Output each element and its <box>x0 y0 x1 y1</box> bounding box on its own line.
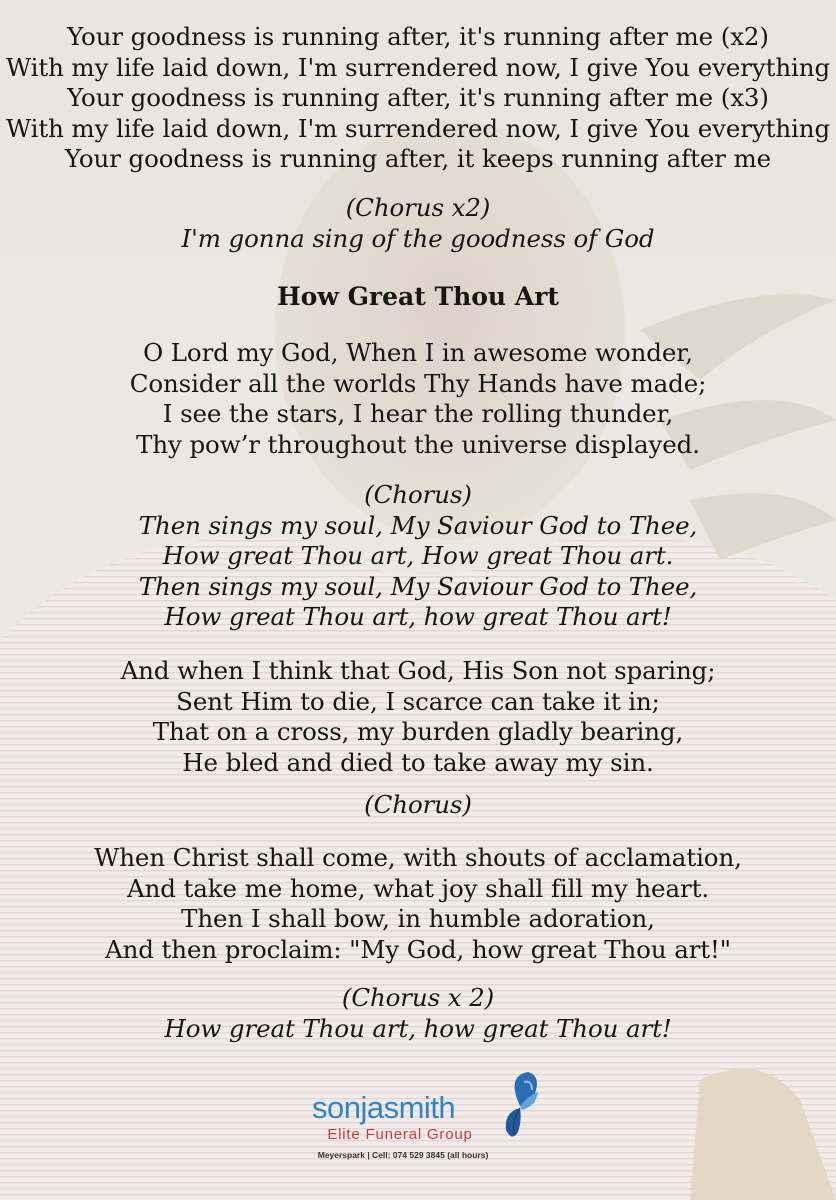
tagline: Elite Funeral Group <box>327 1126 473 1143</box>
hymn-title <box>0 282 836 312</box>
lyric-line: With my life laid down, I'm surrendered now, I give You everything <box>5 52 831 82</box>
lyric-line: Sent Him to die, I scarce can take it in; <box>176 686 660 716</box>
funeral-group-logo <box>300 1068 560 1168</box>
lyric-line: When Christ shall come, with shouts of acclamation, <box>94 843 742 872</box>
chorus-block-2 <box>0 983 836 1044</box>
contact-info: Meyerspark | Cell: 074 529 3845 (all hours) <box>317 1150 489 1160</box>
verse-2 <box>0 656 836 778</box>
lyric-line: Consider all the worlds Thy Hands have made; <box>129 368 707 398</box>
lyric-line: Thy pow’r throughout the universe displayed. <box>136 429 700 459</box>
chorus-label: (Chorus) <box>364 480 472 509</box>
closing-line: I'm gonna sing of the goodness of God <box>181 223 655 253</box>
lyric-line: Your goodness is running after, it's running after me (x3) <box>67 83 769 112</box>
verse-3 <box>0 843 836 965</box>
chorus-label: (Chorus) <box>364 790 472 819</box>
chorus-line: Then sings my soul, My Saviour God to Thee, <box>138 510 698 540</box>
chorus-note: (Chorus x2) <box>345 193 491 222</box>
lyric-line: And then proclaim: "My God, how great Thou art!" <box>105 934 731 964</box>
lyric-line: Then I shall bow, in humble adoration, <box>181 904 655 933</box>
butterfly-icon <box>498 1070 542 1144</box>
chorus-line: How great Thou art, how great Thou art! <box>164 602 672 631</box>
lyric-line: And when I think that God, His Son not sparing; <box>120 656 716 685</box>
lyric-line: And take me home, what joy shall fill my heart. <box>126 873 710 903</box>
lyric-line: That on a cross, my burden gladly bearing, <box>152 717 684 746</box>
lyric-line: I see the stars, I hear the rolling thunder, <box>162 399 674 428</box>
chorus-line: How great Thou art, How great Thou art. <box>162 541 674 570</box>
page-title: How Great Thou Art <box>277 282 559 311</box>
lyric-line: He bled and died to take away my sin. <box>182 747 654 777</box>
lyric-line: O Lord my God, When I in awesome wonder, <box>143 338 693 367</box>
lyric-line: Your goodness is running after, it's running after me (x2) <box>67 22 769 51</box>
chorus-note: (Chorus x 2) <box>341 983 495 1012</box>
lyric-line: Your goodness is running after, it keeps running after me <box>64 144 772 173</box>
chorus <box>0 480 836 633</box>
verse-1 <box>0 338 836 460</box>
lyric-line: With my life laid down, I'm surrendered now, I give You everything <box>5 113 831 143</box>
chorus-ref <box>0 790 836 821</box>
verses-top <box>0 22 836 175</box>
chorus-block-1 <box>0 193 836 254</box>
closing-line: How great Thou art, how great Thou art! <box>164 1013 672 1043</box>
brand-name: sonjasmith <box>312 1090 456 1125</box>
chorus-line: Then sings my soul, My Saviour God to Thee, <box>138 571 698 601</box>
